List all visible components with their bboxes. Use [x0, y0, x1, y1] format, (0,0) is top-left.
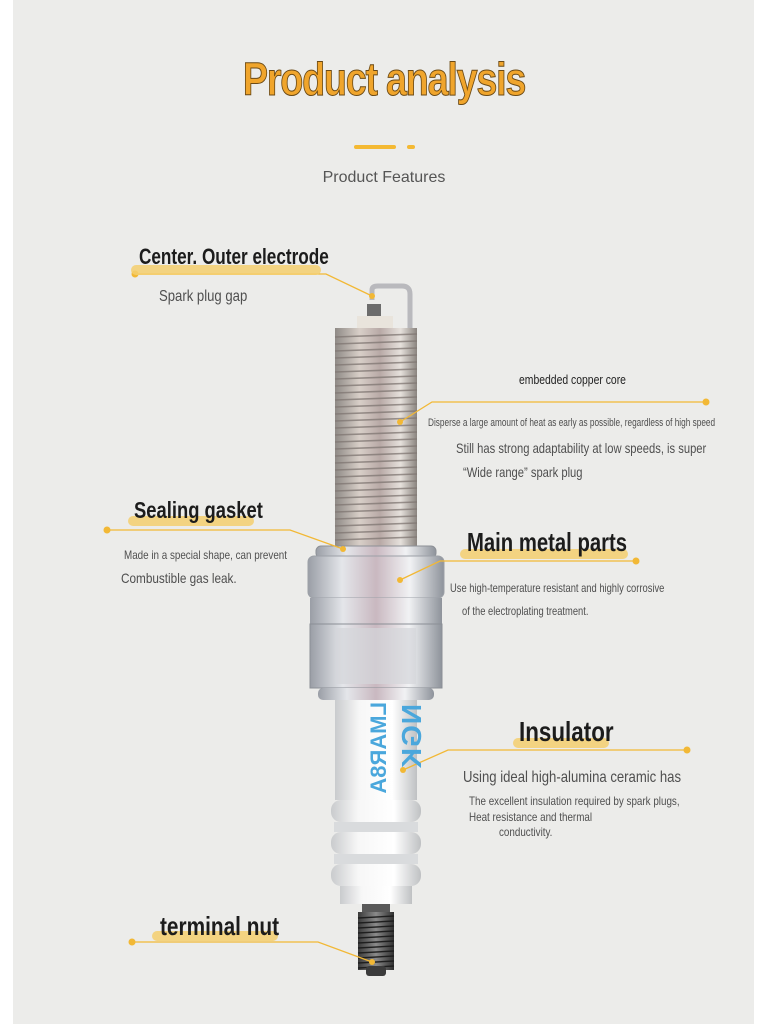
- copper-core-desc-1: Disperse a large amount of heat as early as possible, regardless of high speed: [428, 417, 716, 429]
- insulator-ribs: [331, 800, 421, 904]
- insulator-desc-1: Using ideal high-alumina ceramic has: [463, 769, 682, 786]
- electrode-title: Center. Outer electrode: [139, 244, 329, 269]
- metal-desc-2: of the electroplating treatment.: [462, 604, 589, 618]
- insulator-desc-2: The excellent insulation required by spark plugs,: [469, 794, 680, 808]
- gasket-desc-2: Combustible gas leak.: [121, 570, 237, 586]
- terminal-nut-title: terminal nut: [160, 911, 280, 941]
- copper-core-title: embedded copper core: [519, 372, 626, 387]
- insulator-branding: [336, 700, 427, 800]
- gasket-desc-1: Made in a special shape, can prevent: [124, 548, 288, 562]
- crimp-ring: [308, 556, 444, 598]
- electrode-tip-ceramic: [357, 316, 393, 330]
- brand-logo: NGK: [396, 704, 427, 770]
- insulator-desc-4: conductivity.: [499, 825, 553, 839]
- copper-core-desc-3: “Wide range” spark plug: [463, 464, 583, 480]
- center-electrode: [367, 304, 381, 316]
- metal-shell-upper: [310, 598, 442, 624]
- metal-desc-1: Use high-temperature resistant and highly corrosive: [450, 581, 665, 595]
- insulator-title: Insulator: [519, 716, 614, 747]
- copper-core-desc-2: Still has strong adaptability at low speeds, is super: [456, 440, 707, 456]
- gasket-title: Sealing gasket: [134, 497, 263, 523]
- page-subtitle: Product Features: [322, 169, 446, 186]
- page-title: Product analysis: [242, 53, 526, 105]
- metal-title: Main metal parts: [467, 527, 628, 557]
- threaded-section: [335, 328, 417, 546]
- model-number: LMAR8A: [366, 702, 391, 794]
- electrode-desc: Spark plug gap: [159, 288, 248, 305]
- insulator-desc-3: Heat resistance and thermal: [469, 810, 593, 824]
